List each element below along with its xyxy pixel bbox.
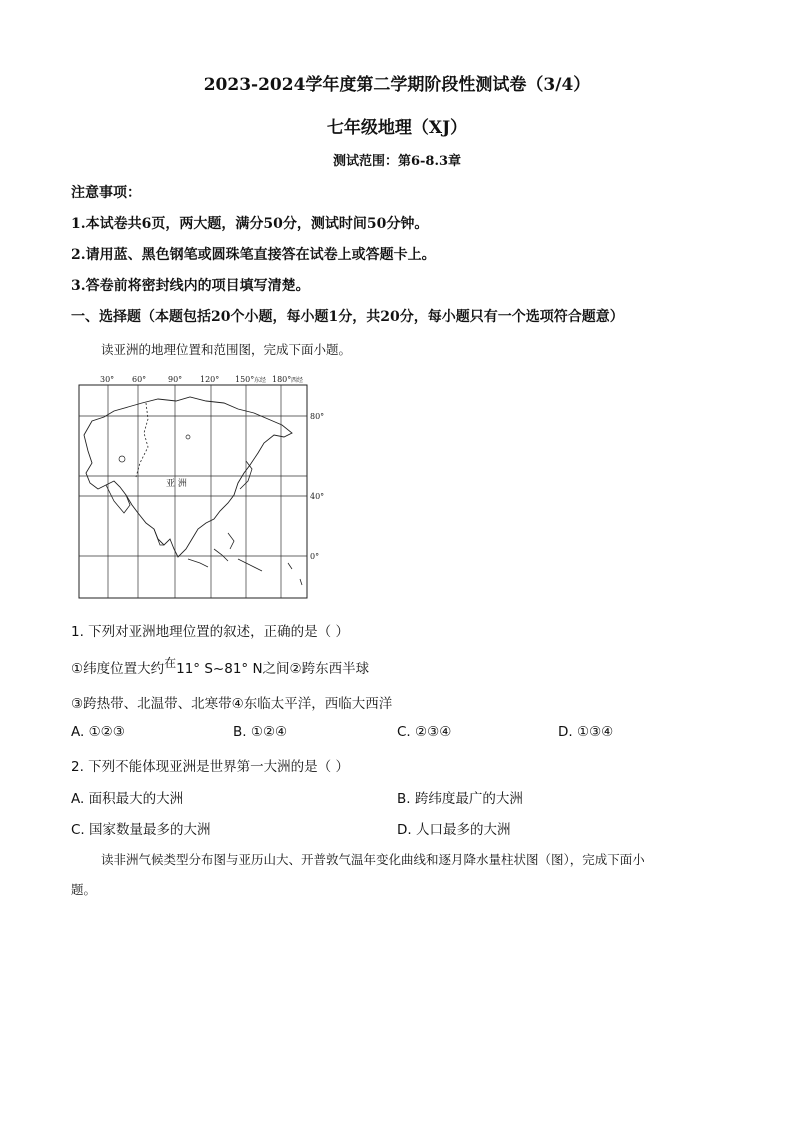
q2-option-b[interactable]: B. 跨纬度最广的大洲: [397, 791, 523, 807]
lon-label-150: 150°: [235, 375, 255, 384]
q1-line1-raised: 在: [164, 656, 177, 670]
lat-label-40: 40°: [310, 492, 325, 501]
lon-label-east: 东经: [254, 377, 267, 384]
q1-line1-part-a: ①纬度位置大约: [71, 661, 165, 677]
lon-label-90: 90°: [168, 375, 183, 384]
test-scope: 测试范围：第6-8.3章: [332, 154, 462, 169]
q1-option-c[interactable]: C. ②③④: [397, 724, 452, 740]
lon-label-30: 30°: [100, 375, 115, 384]
q1-line1-part-b: 11° S~81° N之间②跨东西半球: [176, 661, 370, 677]
q1-option-d[interactable]: D. ①③④: [558, 724, 614, 740]
section2-intro-line2: 题。: [71, 882, 97, 897]
exam-title: 2023-2024学年度第二学期阶段性测试卷（3/4）: [203, 75, 591, 95]
asia-label: 亚 洲: [166, 479, 187, 489]
q1-option-b[interactable]: B. ①②④: [233, 724, 288, 740]
q1-option-a[interactable]: A. ①②③: [71, 724, 125, 740]
section2-intro-line1: 读非洲气候类型分布图与亚历山大、开普敦气温年变化曲线和逐月降水量柱状图（图），完成下面小: [101, 852, 645, 867]
lon-label-180: 180°: [272, 375, 292, 384]
lon-label-120: 120°: [200, 375, 220, 384]
section1-intro: 读亚洲的地理位置和范围图，完成下面小题。: [101, 342, 352, 357]
notice-item-3: 3.答卷前将密封线内的项目填写清楚。: [71, 278, 310, 294]
notice-heading: 注意事项：: [71, 185, 141, 201]
q2-option-d[interactable]: D. 人口最多的大洲: [397, 822, 511, 838]
q2-option-c[interactable]: C. 国家数量最多的大洲: [71, 822, 211, 838]
section1-heading: 一、选择题（本题包括20个小题，每小题1分，共20分，每小题只有一个选项符合题意）: [71, 309, 624, 325]
q2-stem: 2. 下列不能体现亚洲是世界第一大洲的是（ ）: [71, 759, 349, 775]
lat-label-80: 80°: [310, 412, 325, 421]
q1-stem: 1. 下列对亚洲地理位置的叙述，正确的是（ ）: [71, 624, 349, 640]
q1-statement-line2: ③跨热带、北温带、北寒带④东临太平洋，西临大西洋: [71, 696, 393, 712]
q2-option-a[interactable]: A. 面积最大的大洲: [71, 791, 184, 807]
lon-label-60: 60°: [132, 375, 147, 384]
asia-map: [78, 373, 328, 601]
lat-label-0: 0°: [310, 552, 320, 561]
exam-subject: 七年级地理（XJ）: [326, 118, 468, 138]
q1-statement-line1: [71, 657, 369, 677]
notice-item-1: 1.本试卷共6页，两大题，满分50分，测试时间50分钟。: [71, 216, 429, 232]
lon-label-west: 西经: [291, 377, 304, 384]
notice-item-2: 2.请用蓝、黑色钢笔或圆珠笔直接答在试卷上或答题卡上。: [71, 247, 436, 263]
